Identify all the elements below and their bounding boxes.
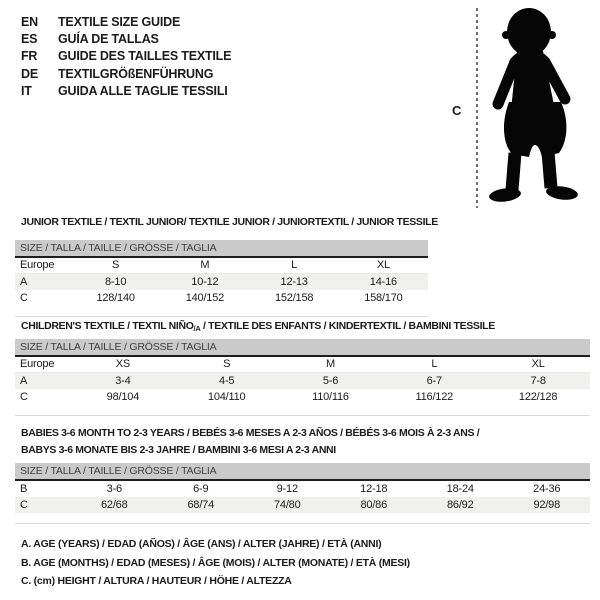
- language-label: TEXTILE SIZE GUIDE: [58, 15, 181, 29]
- row-label: C: [20, 292, 28, 304]
- table-cell: L: [291, 259, 298, 271]
- table-cell: M: [326, 358, 335, 370]
- baby-silhouette-icon: [484, 5, 588, 205]
- table-row: [15, 258, 428, 274]
- language-row-es: [21, 31, 231, 48]
- table-row: [15, 497, 590, 513]
- language-code: IT: [21, 83, 32, 98]
- children-title-pre: CHILDREN'S TEXTILE / TEXTIL NIÑO: [21, 320, 194, 332]
- language-code: ES: [21, 32, 38, 47]
- table-cell: XL: [376, 259, 390, 271]
- language-row-de: [21, 66, 231, 83]
- language-row-it: [21, 83, 231, 100]
- table-cell: 62/68: [100, 499, 128, 511]
- language-code: DE: [21, 66, 38, 81]
- table-cell: L: [431, 358, 438, 370]
- table-cell: 158/170: [364, 292, 403, 304]
- table-cell: 5-6: [322, 375, 339, 387]
- table-cell: 74/80: [273, 499, 301, 511]
- language-row-en: [21, 14, 231, 31]
- table-cell: 104/110: [207, 391, 246, 403]
- table-row: [15, 481, 590, 497]
- junior-section-title: JUNIOR TEXTILE / TEXTIL JUNIOR/ TEXTILE JUNIOR / JUNIORTEXTIL / JUNIOR TESSILE: [21, 216, 438, 228]
- row-label: Europe: [20, 259, 55, 271]
- row-label: C: [20, 391, 28, 403]
- babies-size-table: [15, 463, 590, 524]
- table-row: [15, 357, 590, 373]
- table-row: [15, 290, 428, 306]
- children-section-title: [21, 320, 495, 335]
- table-cell: 3-6: [106, 483, 122, 495]
- row-label: B: [20, 483, 28, 495]
- table-cell: M: [200, 259, 210, 271]
- language-code: EN: [21, 15, 38, 29]
- children-title-post: / TEXTILE DES ENFANTS / KINDERTEXTIL / BAMBINI TESSILE: [200, 320, 495, 332]
- row-label: Europe: [20, 358, 55, 370]
- table-cell: XS: [115, 358, 131, 370]
- table-bottom-rule: [15, 415, 590, 416]
- table-row: [15, 389, 590, 405]
- language-title-list: [21, 14, 231, 100]
- table-cell: 6-7: [426, 375, 442, 387]
- table-cell: 86/92: [446, 499, 474, 511]
- table-cell: 3-4: [115, 375, 131, 387]
- height-reference-dashed-line: [476, 8, 478, 208]
- table-row: [15, 274, 428, 290]
- note-a: A. AGE (YEARS) / EDAD (AÑOS) / ÂGE (ANS) / ALTER (JAHRE) / ETÀ (ANNI): [21, 538, 382, 550]
- children-title-subscript: /A: [193, 324, 201, 333]
- table-bottom-rule: [15, 523, 590, 524]
- junior-size-table: [15, 240, 428, 317]
- table-cell: 128/140: [96, 292, 135, 304]
- babies-title-line2: BABYS 3-6 MONATE BIS 2-3 JAHRE / BAMBINI 3-6 MESI A 2-3 ANNI: [21, 444, 336, 456]
- size-header-band: SIZE / TALLA / TAILLE / GRÖSSE / TAGLIA: [15, 240, 428, 256]
- table-cell: 152/158: [274, 292, 314, 304]
- table-cell: 122/128: [518, 391, 558, 403]
- language-label: GUIDA ALLE TAGLIE TESSILI: [58, 83, 228, 98]
- table-cell: 12-13: [280, 276, 308, 288]
- table-cell: 24-36: [533, 483, 561, 495]
- table-cell: 68/74: [187, 499, 215, 511]
- language-code: FR: [21, 49, 38, 64]
- table-cell: 10-12: [191, 276, 219, 288]
- table-cell: 140/152: [185, 292, 225, 304]
- table-cell: 9-12: [276, 483, 298, 495]
- language-row-fr: [21, 48, 231, 65]
- table-cell: 4-5: [219, 375, 235, 387]
- table-cell: 8-10: [105, 276, 127, 288]
- table-cell: 116/122: [415, 391, 454, 403]
- row-label: C: [20, 499, 28, 511]
- table-row: [15, 373, 590, 389]
- note-c: C. (cm) HEIGHT / ALTURA / HAUTEUR / HÖHE / ALTEZZA: [21, 575, 292, 588]
- table-cell: 98/104: [106, 391, 140, 403]
- size-header-band: SIZE / TALLA / TAILLE / GRÖSSE / TAGLIA: [15, 339, 590, 355]
- height-measure-label: C: [452, 103, 462, 118]
- row-label: A: [20, 375, 28, 387]
- table-cell: 7-8: [530, 375, 546, 387]
- table-cell: S: [223, 358, 231, 370]
- babies-section-title: [21, 425, 479, 459]
- language-label: GUÍA DE TALLAS: [58, 32, 159, 47]
- table-cell: 80/86: [360, 499, 388, 511]
- table-cell: 18-24: [446, 483, 474, 495]
- table-cell: 110/116: [312, 391, 349, 403]
- language-label: TEXTILGRÖßENFÜHRUNG: [58, 66, 214, 81]
- children-size-table: [15, 339, 590, 416]
- language-label: GUIDE DES TAILLES TEXTILE: [58, 49, 232, 64]
- size-header-band: SIZE / TALLA / TAILLE / GRÖSSE / TAGLIA: [15, 463, 590, 479]
- note-b: B. AGE (MONTHS) / EDAD (MESES) / ÂGE (MOIS) / ALTER (MONATE) / ETÀ (MESI): [21, 556, 410, 569]
- measure-legend: [21, 535, 410, 591]
- table-cell: 92/98: [533, 499, 561, 511]
- table-bottom-rule: [15, 316, 428, 317]
- table-cell: XL: [531, 358, 545, 370]
- babies-title-line1: BABIES 3-6 MONTH TO 2-3 YEARS / BEBÉS 3-6 MESES A 2-3 AÑOS / BÉBÉS 3-6 MOIS À 2-3 ANS /: [21, 427, 480, 439]
- table-cell: 12-18: [360, 483, 388, 495]
- row-label: A: [20, 276, 28, 288]
- table-cell: 14-16: [369, 276, 397, 288]
- table-cell: S: [112, 259, 120, 271]
- table-cell: 6-9: [193, 483, 209, 495]
